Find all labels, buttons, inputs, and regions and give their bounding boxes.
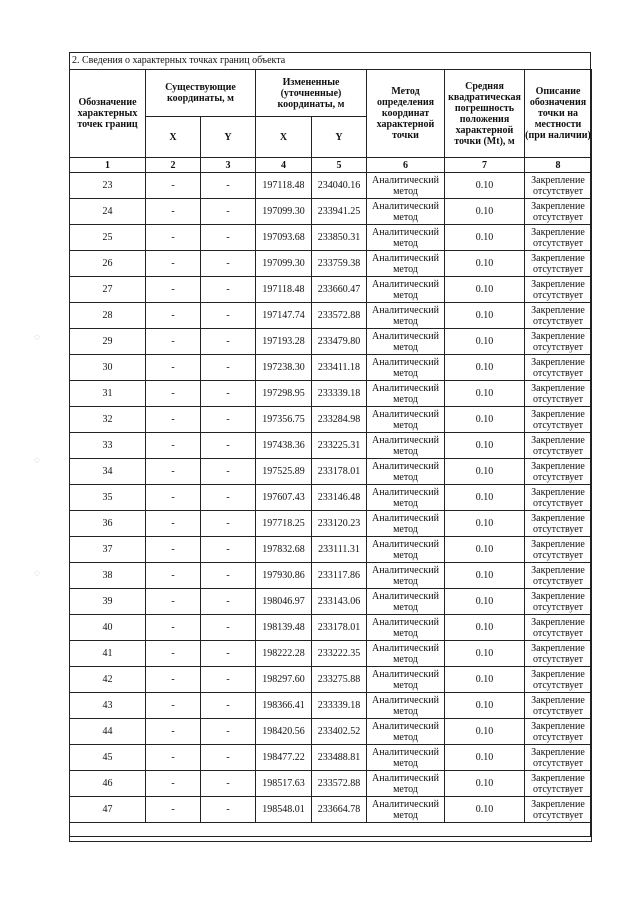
cell-changed-x: 197118.48 [256, 277, 312, 303]
cell-description: Закрепление отсутствует [525, 693, 592, 719]
cell-error: 0.10 [445, 667, 525, 693]
cell-point-number: 25 [70, 225, 146, 251]
cell-changed-x: 197238.30 [256, 355, 312, 381]
cell-changed-x: 197607.43 [256, 485, 312, 511]
cell-existing-x: - [146, 381, 201, 407]
cell-changed-y: 233222.35 [312, 641, 367, 667]
table-row [70, 615, 592, 641]
table-row [70, 407, 592, 433]
cell-existing-y: - [201, 225, 256, 251]
cell-point-number: 45 [70, 745, 146, 771]
cell-description: Закрепление отсутствует [525, 589, 592, 615]
cell-existing-y: - [201, 277, 256, 303]
cell-changed-y: 233941.25 [312, 199, 367, 225]
cell-changed-y: 233402.52 [312, 719, 367, 745]
cell-changed-x: 197193.28 [256, 329, 312, 355]
cell-existing-x: - [146, 511, 201, 537]
cell-existing-y: - [201, 251, 256, 277]
cell-point-number: 42 [70, 667, 146, 693]
cell-description: Закрепление отсутствует [525, 797, 592, 823]
cell-point-number: 39 [70, 589, 146, 615]
cell-changed-y: 233488.81 [312, 745, 367, 771]
col-number: 7 [445, 158, 525, 173]
table-row [70, 225, 592, 251]
cell-changed-y: 233572.88 [312, 303, 367, 329]
cell-existing-y: - [201, 329, 256, 355]
cell-description: Закрепление отсутствует [525, 173, 592, 199]
cell-error: 0.10 [445, 563, 525, 589]
cell-point-number: 24 [70, 199, 146, 225]
cell-method: Аналитический метод [367, 537, 445, 563]
empty-footer-row [70, 823, 592, 842]
cell-error: 0.10 [445, 173, 525, 199]
cell-existing-x: - [146, 615, 201, 641]
cell-description: Закрепление отсутствует [525, 433, 592, 459]
header-description: Описание обозначения точки на местности (при наличии) [525, 70, 592, 158]
cell-error: 0.10 [445, 433, 525, 459]
cell-changed-y: 233117.86 [312, 563, 367, 589]
table-row [70, 667, 592, 693]
cell-existing-x: - [146, 225, 201, 251]
cell-existing-y: - [201, 199, 256, 225]
cell-point-number: 30 [70, 355, 146, 381]
cell-changed-y: 233178.01 [312, 459, 367, 485]
table-row [70, 537, 592, 563]
cell-existing-x: - [146, 355, 201, 381]
cell-error: 0.10 [445, 199, 525, 225]
margin-mark: ◌ [34, 568, 40, 579]
cell-existing-x: - [146, 433, 201, 459]
cell-method: Аналитический метод [367, 355, 445, 381]
cell-changed-y: 233850.31 [312, 225, 367, 251]
table-row [70, 745, 592, 771]
cell-point-number: 27 [70, 277, 146, 303]
cell-error: 0.10 [445, 303, 525, 329]
cell-point-number: 47 [70, 797, 146, 823]
cell-changed-x: 198139.48 [256, 615, 312, 641]
cell-error: 0.10 [445, 511, 525, 537]
cell-description: Закрепление отсутствует [525, 251, 592, 277]
header-designation: Обозначение характерных точек границ [70, 70, 146, 158]
cell-description: Закрепление отсутствует [525, 537, 592, 563]
cell-error: 0.10 [445, 771, 525, 797]
cell-existing-y: - [201, 771, 256, 797]
table-row [70, 511, 592, 537]
cell-changed-x: 197099.30 [256, 199, 312, 225]
table-row [70, 485, 592, 511]
cell-changed-x: 197298.95 [256, 381, 312, 407]
col-number: 5 [312, 158, 367, 173]
cell-changed-x: 198477.22 [256, 745, 312, 771]
cell-point-number: 34 [70, 459, 146, 485]
table-row [70, 173, 592, 199]
cell-changed-y: 233275.88 [312, 667, 367, 693]
cell-error: 0.10 [445, 745, 525, 771]
cell-existing-x: - [146, 329, 201, 355]
cell-point-number: 44 [70, 719, 146, 745]
table-row [70, 199, 592, 225]
cell-error: 0.10 [445, 277, 525, 303]
cell-existing-y: - [201, 641, 256, 667]
cell-changed-y: 234040.16 [312, 173, 367, 199]
cell-description: Закрепление отсутствует [525, 329, 592, 355]
cell-method: Аналитический метод [367, 719, 445, 745]
cell-existing-x: - [146, 537, 201, 563]
cell-error: 0.10 [445, 537, 525, 563]
cell-changed-y: 233225.31 [312, 433, 367, 459]
cell-method: Аналитический метод [367, 277, 445, 303]
cell-description: Закрепление отсутствует [525, 277, 592, 303]
cell-existing-x: - [146, 485, 201, 511]
table-row [70, 459, 592, 485]
cell-changed-y: 233411.18 [312, 355, 367, 381]
table-row [70, 589, 592, 615]
cell-method: Аналитический метод [367, 641, 445, 667]
header-existing-x: X [146, 117, 201, 158]
cell-point-number: 33 [70, 433, 146, 459]
cell-method: Аналитический метод [367, 797, 445, 823]
cell-description: Закрепление отсутствует [525, 303, 592, 329]
table-row [70, 303, 592, 329]
col-number: 8 [525, 158, 592, 173]
cell-method: Аналитический метод [367, 693, 445, 719]
empty-footer-cell [70, 823, 592, 842]
cell-existing-x: - [146, 771, 201, 797]
cell-changed-x: 198420.56 [256, 719, 312, 745]
cell-changed-x: 197356.75 [256, 407, 312, 433]
cell-existing-y: - [201, 693, 256, 719]
cell-point-number: 29 [70, 329, 146, 355]
table-body [70, 173, 592, 823]
cell-description: Закрепление отсутствует [525, 355, 592, 381]
cell-point-number: 37 [70, 537, 146, 563]
cell-changed-y: 233479.80 [312, 329, 367, 355]
cell-error: 0.10 [445, 615, 525, 641]
cell-changed-y: 233120.23 [312, 511, 367, 537]
cell-description: Закрепление отсутствует [525, 745, 592, 771]
cell-existing-y: - [201, 797, 256, 823]
col-number: 4 [256, 158, 312, 173]
table-row [70, 641, 592, 667]
cell-point-number: 41 [70, 641, 146, 667]
table-row [70, 563, 592, 589]
cell-point-number: 26 [70, 251, 146, 277]
cell-existing-x: - [146, 563, 201, 589]
cell-changed-y: 233759.38 [312, 251, 367, 277]
cell-existing-x: - [146, 797, 201, 823]
cell-changed-x: 197718.25 [256, 511, 312, 537]
cell-description: Закрепление отсутствует [525, 485, 592, 511]
cell-error: 0.10 [445, 797, 525, 823]
cell-description: Закрепление отсутствует [525, 615, 592, 641]
cell-existing-x: - [146, 641, 201, 667]
cell-error: 0.10 [445, 641, 525, 667]
header-existing-coords: Существующие координаты, м [146, 70, 256, 117]
cell-existing-x: - [146, 693, 201, 719]
cell-method: Аналитический метод [367, 199, 445, 225]
cell-error: 0.10 [445, 693, 525, 719]
cell-changed-x: 197438.36 [256, 433, 312, 459]
cell-changed-y: 233664.78 [312, 797, 367, 823]
cell-error: 0.10 [445, 459, 525, 485]
cell-method: Аналитический метод [367, 329, 445, 355]
cell-error: 0.10 [445, 485, 525, 511]
table-row [70, 771, 592, 797]
cell-existing-y: - [201, 173, 256, 199]
cell-point-number: 46 [70, 771, 146, 797]
cell-description: Закрепление отсутствует [525, 225, 592, 251]
cell-method: Аналитический метод [367, 459, 445, 485]
header-error: Средняя квадратическая погрешность положения характерной точки (Mt), м [445, 70, 525, 158]
col-number: 1 [70, 158, 146, 173]
cell-existing-y: - [201, 719, 256, 745]
cell-existing-y: - [201, 615, 256, 641]
cell-existing-y: - [201, 303, 256, 329]
cell-existing-x: - [146, 745, 201, 771]
cell-existing-y: - [201, 485, 256, 511]
cell-error: 0.10 [445, 355, 525, 381]
table-row [70, 719, 592, 745]
col-number: 2 [146, 158, 201, 173]
cell-method: Аналитический метод [367, 407, 445, 433]
cell-changed-y: 233178.01 [312, 615, 367, 641]
cell-existing-x: - [146, 277, 201, 303]
cell-changed-x: 197832.68 [256, 537, 312, 563]
header-row-numbers [70, 158, 592, 173]
col-number: 6 [367, 158, 445, 173]
cell-changed-y: 233111.31 [312, 537, 367, 563]
cell-existing-y: - [201, 563, 256, 589]
cell-changed-x: 198222.28 [256, 641, 312, 667]
col-number: 3 [201, 158, 256, 173]
cell-error: 0.10 [445, 719, 525, 745]
cell-point-number: 40 [70, 615, 146, 641]
cell-description: Закрепление отсутствует [525, 563, 592, 589]
coordinates-table [69, 69, 592, 842]
cell-method: Аналитический метод [367, 173, 445, 199]
cell-changed-y: 233146.48 [312, 485, 367, 511]
cell-description: Закрепление отсутствует [525, 381, 592, 407]
cell-description: Закрепление отсутствует [525, 641, 592, 667]
cell-point-number: 43 [70, 693, 146, 719]
cell-changed-x: 197930.86 [256, 563, 312, 589]
header-existing-y: Y [201, 117, 256, 158]
cell-point-number: 32 [70, 407, 146, 433]
cell-point-number: 35 [70, 485, 146, 511]
cell-error: 0.10 [445, 381, 525, 407]
cell-method: Аналитический метод [367, 303, 445, 329]
section-title: 2. Сведения о характерных точках границ объекта [72, 55, 286, 66]
margin-mark: ◌ [34, 332, 40, 343]
cell-existing-y: - [201, 355, 256, 381]
header-row-main [70, 70, 592, 117]
header-method: Метод определения координат характерной точки [367, 70, 445, 158]
cell-existing-y: - [201, 459, 256, 485]
table-row [70, 355, 592, 381]
cell-error: 0.10 [445, 589, 525, 615]
cell-method: Аналитический метод [367, 615, 445, 641]
cell-existing-y: - [201, 511, 256, 537]
cell-method: Аналитический метод [367, 433, 445, 459]
cell-existing-x: - [146, 719, 201, 745]
cell-method: Аналитический метод [367, 251, 445, 277]
table-row [70, 329, 592, 355]
cell-existing-y: - [201, 589, 256, 615]
table-row [70, 693, 592, 719]
cell-changed-x: 197118.48 [256, 173, 312, 199]
cell-point-number: 38 [70, 563, 146, 589]
header-changed-y: Y [312, 117, 367, 158]
table-row [70, 433, 592, 459]
cell-changed-x: 197147.74 [256, 303, 312, 329]
cell-description: Закрепление отсутствует [525, 719, 592, 745]
cell-error: 0.10 [445, 329, 525, 355]
cell-existing-x: - [146, 251, 201, 277]
cell-description: Закрепление отсутствует [525, 199, 592, 225]
cell-method: Аналитический метод [367, 589, 445, 615]
cell-changed-y: 233143.06 [312, 589, 367, 615]
cell-changed-x: 198297.60 [256, 667, 312, 693]
cell-point-number: 36 [70, 511, 146, 537]
cell-existing-x: - [146, 459, 201, 485]
cell-method: Аналитический метод [367, 381, 445, 407]
cell-existing-y: - [201, 667, 256, 693]
cell-changed-x: 198366.41 [256, 693, 312, 719]
cell-existing-y: - [201, 745, 256, 771]
margin-mark: ◌ [34, 455, 40, 466]
cell-method: Аналитический метод [367, 511, 445, 537]
cell-existing-x: - [146, 303, 201, 329]
cell-point-number: 23 [70, 173, 146, 199]
cell-changed-y: 233284.98 [312, 407, 367, 433]
cell-description: Закрепление отсутствует [525, 771, 592, 797]
cell-changed-x: 198517.63 [256, 771, 312, 797]
cell-changed-x: 197093.68 [256, 225, 312, 251]
table-row [70, 381, 592, 407]
cell-point-number: 31 [70, 381, 146, 407]
header-changed-coords: Измененные (уточненные) координаты, м [256, 70, 367, 117]
cell-changed-x: 197525.89 [256, 459, 312, 485]
cell-changed-y: 233572.88 [312, 771, 367, 797]
cell-existing-x: - [146, 407, 201, 433]
cell-error: 0.10 [445, 407, 525, 433]
cell-description: Закрепление отсутствует [525, 407, 592, 433]
cell-existing-x: - [146, 199, 201, 225]
cell-existing-x: - [146, 667, 201, 693]
cell-changed-x: 198548.01 [256, 797, 312, 823]
cell-description: Закрепление отсутствует [525, 667, 592, 693]
cell-error: 0.10 [445, 225, 525, 251]
cell-method: Аналитический метод [367, 667, 445, 693]
cell-method: Аналитический метод [367, 745, 445, 771]
cell-changed-y: 233339.18 [312, 693, 367, 719]
table-row [70, 797, 592, 823]
cell-error: 0.10 [445, 251, 525, 277]
cell-description: Закрепление отсутствует [525, 459, 592, 485]
cell-changed-y: 233660.47 [312, 277, 367, 303]
cell-method: Аналитический метод [367, 771, 445, 797]
cell-changed-y: 233339.18 [312, 381, 367, 407]
cell-existing-y: - [201, 537, 256, 563]
cell-description: Закрепление отсутствует [525, 511, 592, 537]
cell-existing-y: - [201, 407, 256, 433]
cell-method: Аналитический метод [367, 225, 445, 251]
cell-existing-x: - [146, 173, 201, 199]
cell-existing-y: - [201, 433, 256, 459]
header-changed-x: X [256, 117, 312, 158]
cell-method: Аналитический метод [367, 485, 445, 511]
cell-method: Аналитический метод [367, 563, 445, 589]
cell-existing-y: - [201, 381, 256, 407]
cell-changed-x: 198046.97 [256, 589, 312, 615]
cell-existing-x: - [146, 589, 201, 615]
table-row [70, 277, 592, 303]
cell-point-number: 28 [70, 303, 146, 329]
table-row [70, 251, 592, 277]
cell-changed-x: 197099.30 [256, 251, 312, 277]
